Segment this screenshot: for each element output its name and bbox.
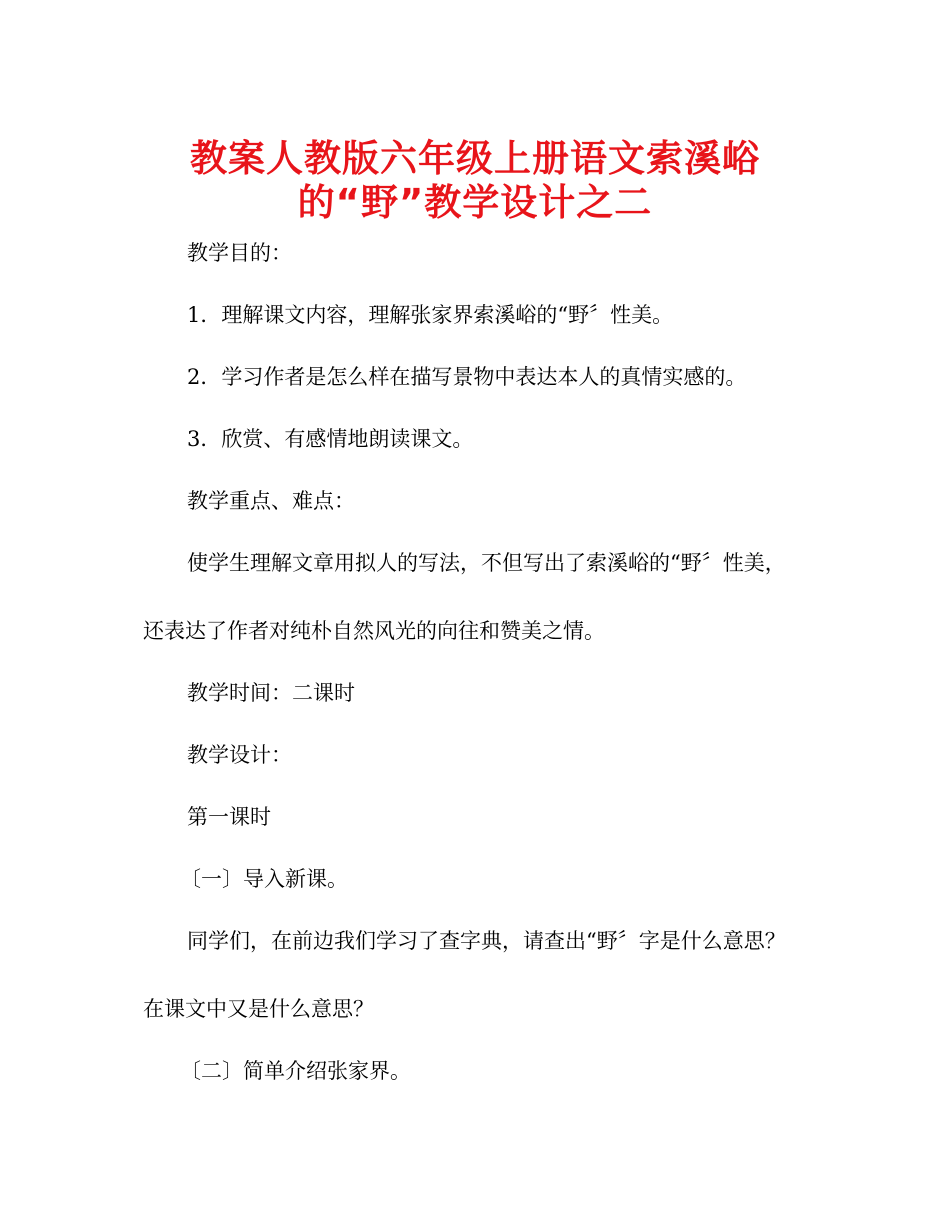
- key-points-line-1: 使学生理解文章用拟人的写法，不但写出了索溪峪的“野〞性美，: [187, 551, 786, 575]
- section-zhangjiajie-intro: 〔二〕简单介绍张家界。: [180, 1059, 411, 1083]
- goal-item-2: 2．学习作者是怎么样在描写景物中表达本人的真情实感的。: [187, 365, 747, 389]
- heading-teaching-design: 教学设计：: [187, 743, 292, 767]
- first-lesson-heading: 第一课时: [187, 805, 271, 829]
- section-intro-new-lesson: 〔一〕导入新课。: [180, 867, 348, 891]
- intro-paragraph-line-2: 在课文中又是什么意思？: [143, 997, 374, 1021]
- teaching-time: 教学时间：二课时: [187, 681, 355, 705]
- heading-teaching-goals: 教学目的：: [187, 241, 292, 265]
- document-title: [0, 137, 950, 225]
- intro-paragraph-line-1: 同学们，在前边我们学习了查字典，请查出“野〞字是什么意思？: [187, 929, 786, 953]
- heading-key-points: 教学重点、难点：: [187, 489, 355, 513]
- goal-item-1: 1．理解课文内容，理解张家界索溪峪的“野〞性美。: [187, 303, 674, 327]
- title-line-2: 的“野”教学设计之二: [297, 181, 653, 224]
- goal-item-3: 3．欣赏、有感情地朗读课文。: [187, 427, 474, 451]
- title-line-1: 教案人教版六年级上册语文索溪峪: [190, 137, 760, 180]
- key-points-line-2: 还表达了作者对纯朴自然风光的向往和赞美之情。: [143, 619, 605, 643]
